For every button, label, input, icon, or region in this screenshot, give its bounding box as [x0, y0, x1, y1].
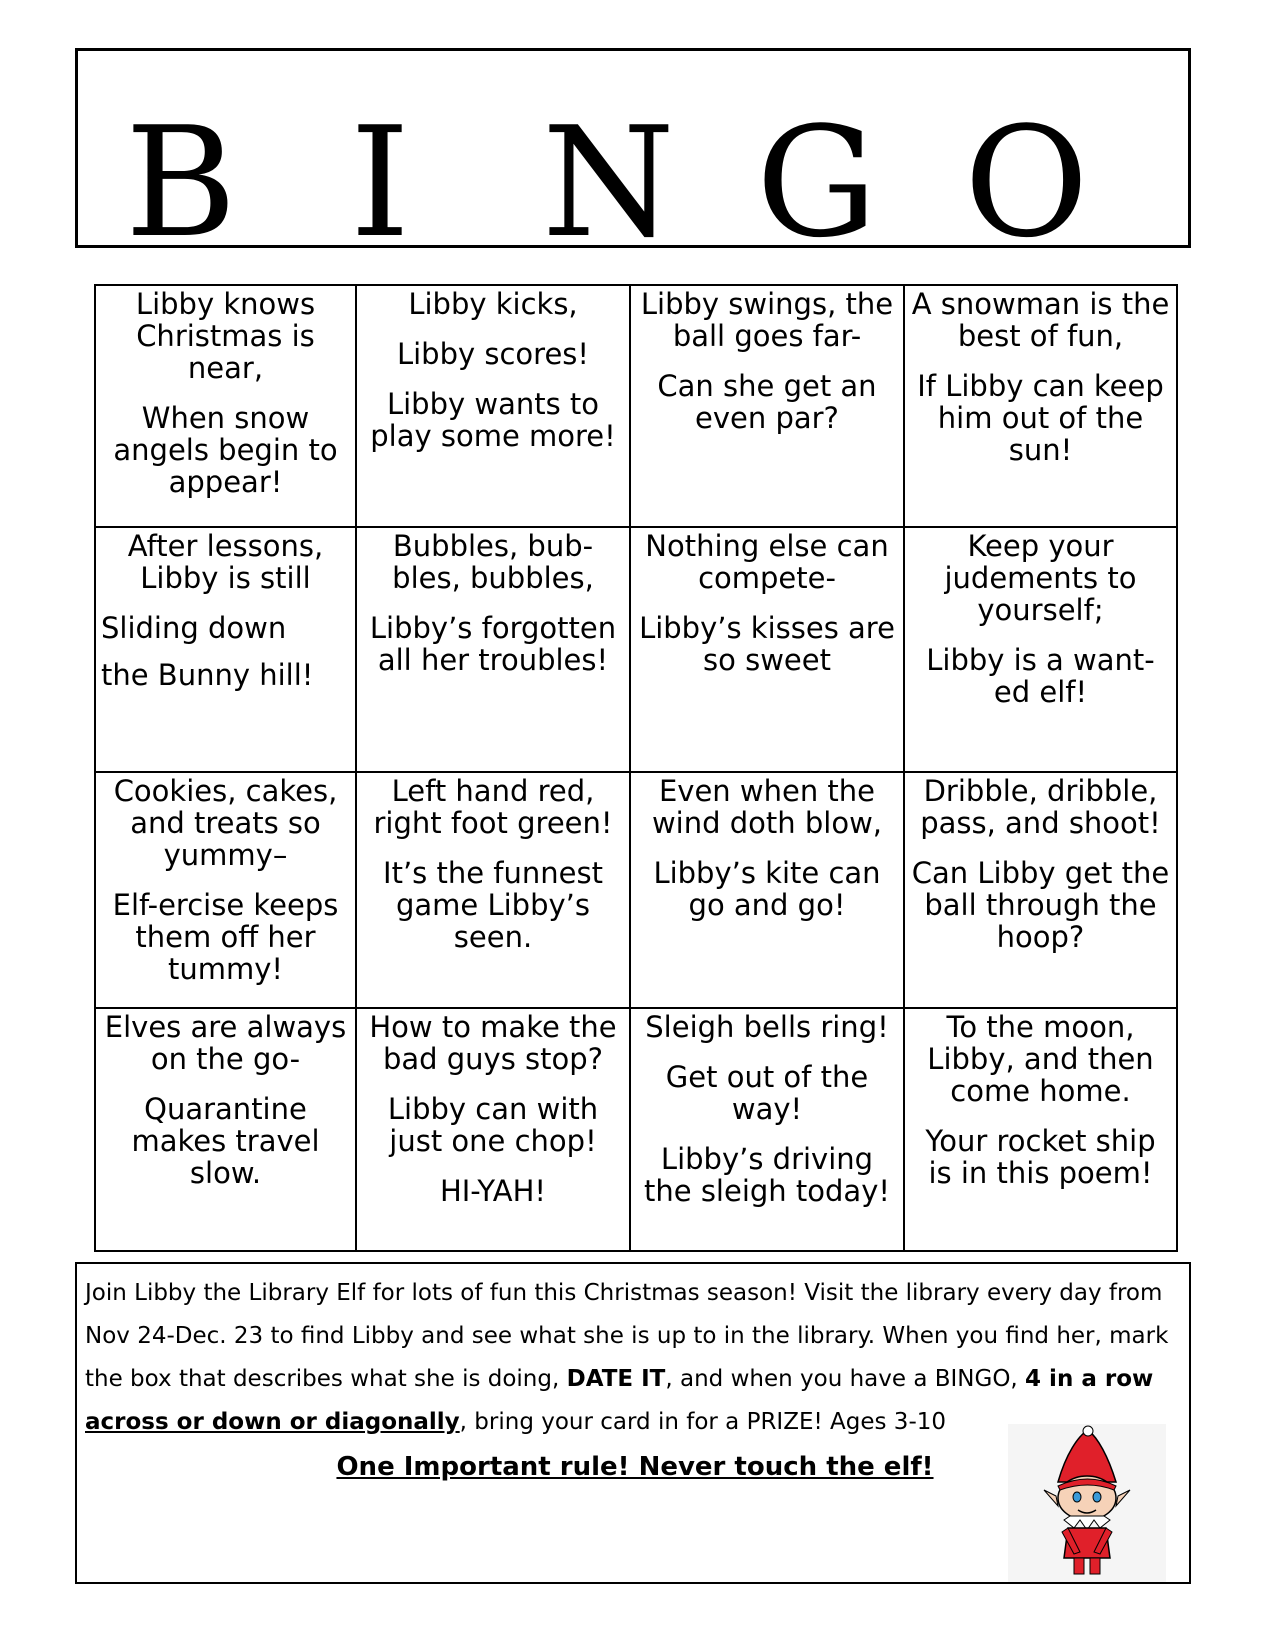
instructions-text [85, 1272, 1185, 1444]
cell-line: HI-YAH! [439, 1174, 547, 1208]
bingo-cell[interactable] [905, 1009, 1176, 1250]
cell-line: Even when the wind doth blow, [651, 774, 883, 840]
cell-line: Can Libby get the ball through the hoop? [911, 856, 1170, 954]
title-letter-g: G [756, 94, 878, 271]
cell-line: Libby wants to play some more! [370, 387, 616, 453]
cell-line: Libby’s kite can go and go! [653, 856, 881, 922]
title-letter-i: I [350, 94, 411, 271]
cell-line: Elf-ercise keeps them off her tummy! [112, 888, 339, 986]
cell-line: Libby swings, the ball goes far- [640, 287, 894, 353]
cell-line: Bubbles, bub-bles, bubbles, [392, 529, 594, 595]
cell-line: Can she get an even par? [657, 369, 877, 435]
title-box [75, 48, 1191, 271]
title-letter-o: O [964, 94, 1089, 271]
bingo-cell[interactable] [96, 773, 357, 1009]
instructions-part: Join Libby the Library Elf for lots of fun this Christmas season! Visit the library every day from Nov 24-Dec. 23 to find Libby and see what she is up to in the library. When you find her, mark the box that describes what she is doing, [85, 1280, 1169, 1392]
bingo-cell[interactable] [357, 286, 631, 528]
cell-line: Keep your judements to yourself; [944, 529, 1137, 627]
cell-line: When snow angels begin to appear! [113, 401, 338, 499]
instructions-part: , bring your card in for a PRIZE! Ages 3-10 [459, 1409, 947, 1435]
title-letter-n: N [542, 94, 675, 271]
cell-line: It’s the funnest game Libby’s seen. [383, 856, 603, 954]
cell-line: Sleigh bells ring! [645, 1010, 889, 1044]
bingo-cell[interactable] [905, 286, 1176, 528]
across-down-diagonal-emphasis: across or down or diagonally [85, 1409, 460, 1435]
cell-line: Your rocket ship is in this poem! [925, 1124, 1156, 1190]
bingo-cell[interactable] [631, 528, 905, 773]
cell-line: After lessons, Libby is still [127, 529, 324, 595]
elf-image [1008, 1424, 1166, 1582]
cell-line: Quarantine makes travel slow. [131, 1092, 320, 1190]
bingo-cell[interactable] [905, 773, 1176, 1009]
cell-line: Libby’s forgotten all her troubles! [369, 611, 617, 677]
cell-line: Libby is a want-ed elf! [926, 643, 1155, 709]
bingo-cell[interactable] [96, 528, 357, 773]
bingo-cell[interactable] [631, 1009, 905, 1250]
cell-line: Libby knows Christmas is near, [135, 287, 316, 385]
cell-line: Libby’s driving the sleigh today! [644, 1142, 890, 1208]
cell-line: How to make the bad guys stop? [369, 1010, 617, 1076]
four-in-a-row-emphasis: 4 in a row [1025, 1366, 1154, 1392]
cell-line: Left hand red, right foot green! [373, 774, 613, 840]
bingo-cell[interactable] [96, 1009, 357, 1250]
cell-line: Nothing else can compete- [645, 529, 889, 595]
cell-line: If Libby can keep him out of the sun! [917, 369, 1164, 467]
bingo-cell[interactable] [631, 773, 905, 1009]
bingo-cell[interactable] [357, 528, 631, 773]
cell-line: Libby kicks, [408, 287, 578, 321]
elf-icon [1008, 1424, 1166, 1582]
bingo-cell[interactable] [96, 286, 357, 528]
date-it-emphasis: DATE IT [566, 1366, 666, 1392]
bingo-cell[interactable] [357, 773, 631, 1009]
cell-line: Elves are always on the go- [104, 1010, 347, 1076]
cell-line: Libby can with just one chop! [387, 1092, 599, 1158]
cell-line: A snowman is the best of fun, [911, 287, 1170, 353]
instructions-part: , and when you have a BINGO, [665, 1366, 1026, 1392]
cell-line: To the moon, Libby, and then come home. [927, 1010, 1154, 1108]
bingo-grid [94, 284, 1178, 1252]
cell-line: Libby scores! [396, 337, 590, 371]
bingo-cell[interactable] [905, 528, 1176, 773]
cell-line: Sliding down [101, 611, 287, 645]
cell-line: Libby’s kisses are so sweet [639, 611, 895, 677]
cell-line: the Bunny hill! [101, 658, 314, 692]
cell-line: Dribble, dribble, pass, and shoot! [920, 774, 1161, 840]
cell-line: Cookies, cakes, and treats so yummy– [113, 774, 338, 872]
title-letter-b: B [125, 94, 237, 271]
bingo-cell[interactable] [631, 286, 905, 528]
bingo-cell[interactable] [357, 1009, 631, 1250]
cell-line: Get out of the way! [665, 1060, 869, 1126]
important-rule: One Important rule! Never touch the elf! [336, 1452, 934, 1482]
